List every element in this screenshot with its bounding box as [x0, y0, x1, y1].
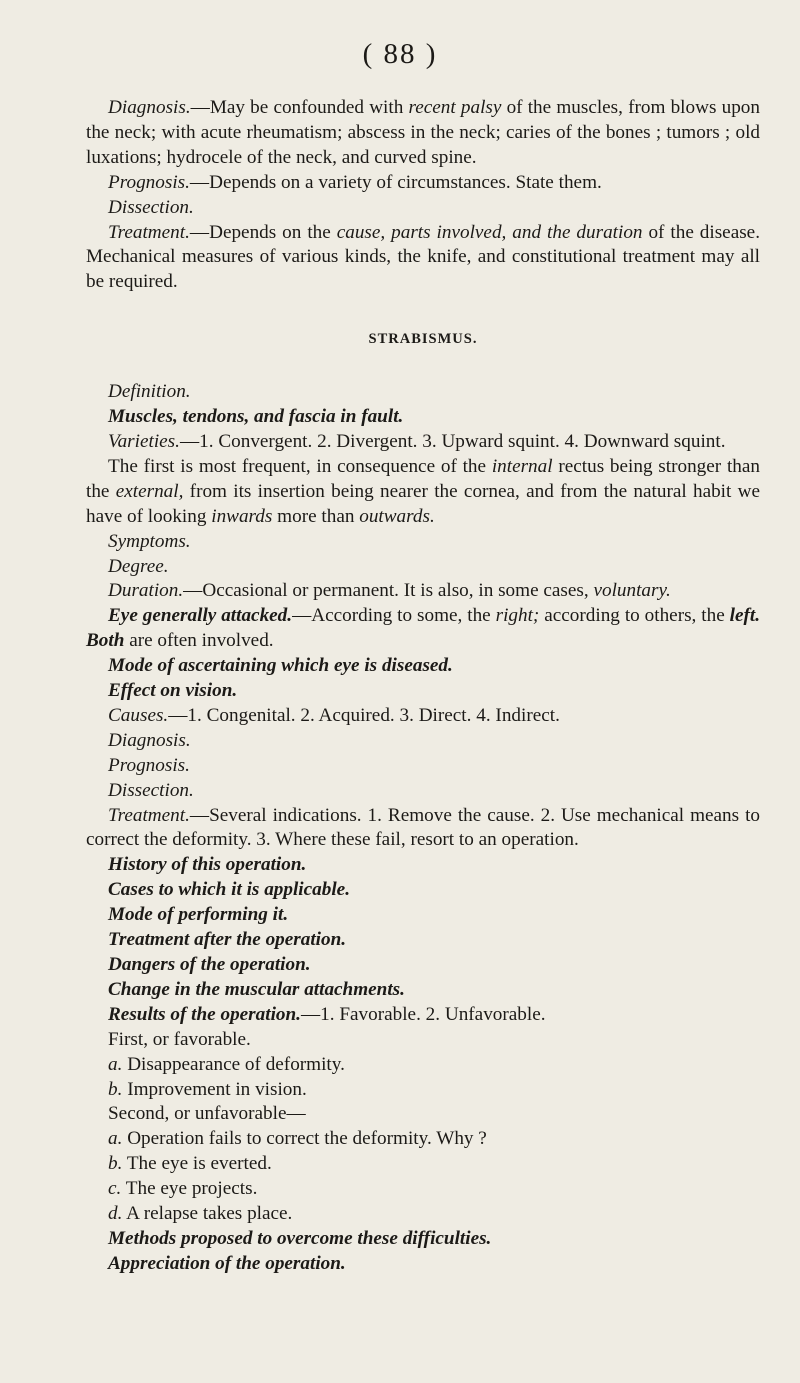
- page-number: ( 88 ): [362, 38, 438, 70]
- causes-paragraph: Causes.—1. Congenital. 2. Acquired. 3. Direct. 4. Indirect.: [108, 704, 560, 726]
- treatment-indications-paragraph: Treatment.—Several indications. 1. Remove the cause. 2. Use mechanical means to correct the deformity. 3. Where these fail, resort to an operation.: [86, 804, 760, 851]
- favorable-item-b: b. Improvement in vision.: [108, 1078, 307, 1100]
- muscles-line: Muscles, tendons, and fascia in fault.: [108, 406, 404, 428]
- history-line: History of this operation.: [108, 854, 307, 876]
- varieties-paragraph: Varieties.—1. Convergent. 2. Divergent. 3. Upward squint. 4. Downward squint.: [108, 430, 726, 452]
- mode-performing-line: Mode of performing it.: [108, 904, 289, 926]
- diagnosis-line: Diagnosis.: [108, 729, 191, 751]
- mode-ascertaining-line: Mode of ascertaining which eye is diseased.: [108, 655, 453, 677]
- dissection-paragraph: Dissection.: [108, 196, 194, 218]
- second-unfavorable-line: Second, or unfavorable—: [108, 1103, 306, 1125]
- prognosis-paragraph: Prognosis.—Depends on a variety of circumstances. State them.: [108, 171, 602, 193]
- effect-vision-line: Effect on vision.: [108, 680, 238, 702]
- symptoms-line: Symptoms.: [108, 530, 191, 552]
- dangers-line: Dangers of the operation.: [108, 954, 311, 975]
- degree-line: Degree.: [108, 555, 169, 577]
- unfavorable-item-d: d. A relapse takes place.: [108, 1203, 293, 1225]
- eye-attacked-paragraph: Eye generally attacked.—According to some, the right; according to others, the left. Both are often involved.: [86, 605, 761, 652]
- prognosis-line: Prognosis.: [108, 754, 190, 776]
- treatment-paragraph: Treatment.—Depends on the cause, parts involved, and the duration of the disease. Mechanical measures of various kinds, the knife, and constitutional treatment may all be required.: [86, 221, 760, 293]
- definition-line: Definition.: [108, 381, 191, 403]
- unfavorable-item-c: c. The eye projects.: [108, 1178, 258, 1200]
- unfavorable-item-a: a. Operation fails to correct the deformity. Why ?: [108, 1128, 487, 1150]
- first-variety-paragraph: The first is most frequent, in consequence of the internal rectus being stronger than the external, from its insertion being nearer the cornea, and from the natural habit we have of looking inwards more than outwards.: [86, 455, 760, 527]
- cases-line: Cases to which it is applicable.: [108, 879, 350, 901]
- diagnosis-label: Diagnosis.: [108, 97, 191, 118]
- diagnosis-paragraph: Diagnosis.—May be confounded with recent palsy of the muscles, from blows upon the neck; with acute rheumatism; abscess in the neck; caries of the bones ; tumors ; old luxations; hydrocele of the neck, and curved spine.: [86, 97, 760, 168]
- change-line: Change in the muscular attachments.: [108, 978, 405, 1000]
- appreciation-line: Appreciation of the operation.: [108, 1252, 346, 1274]
- favorable-item-a: a. Disappearance of deformity.: [108, 1053, 345, 1075]
- page-body: [86, 96, 760, 1277]
- methods-line: Methods proposed to overcome these difficulties.: [108, 1227, 492, 1249]
- unfavorable-item-b: b. The eye is everted.: [108, 1153, 272, 1175]
- section-heading: STRABISMUS.: [368, 331, 478, 348]
- duration-paragraph: Duration.—Occasional or permanent. It is also, in some cases, voluntary.: [108, 580, 671, 602]
- dissection-line: Dissection.: [108, 779, 194, 801]
- treatment-after-line: Treatment after the operation.: [108, 929, 347, 951]
- first-favorable-line: First, or favorable.: [108, 1028, 251, 1050]
- results-paragraph: Results of the operation.—1. Favorable. 2. Unfavorable.: [108, 1003, 546, 1025]
